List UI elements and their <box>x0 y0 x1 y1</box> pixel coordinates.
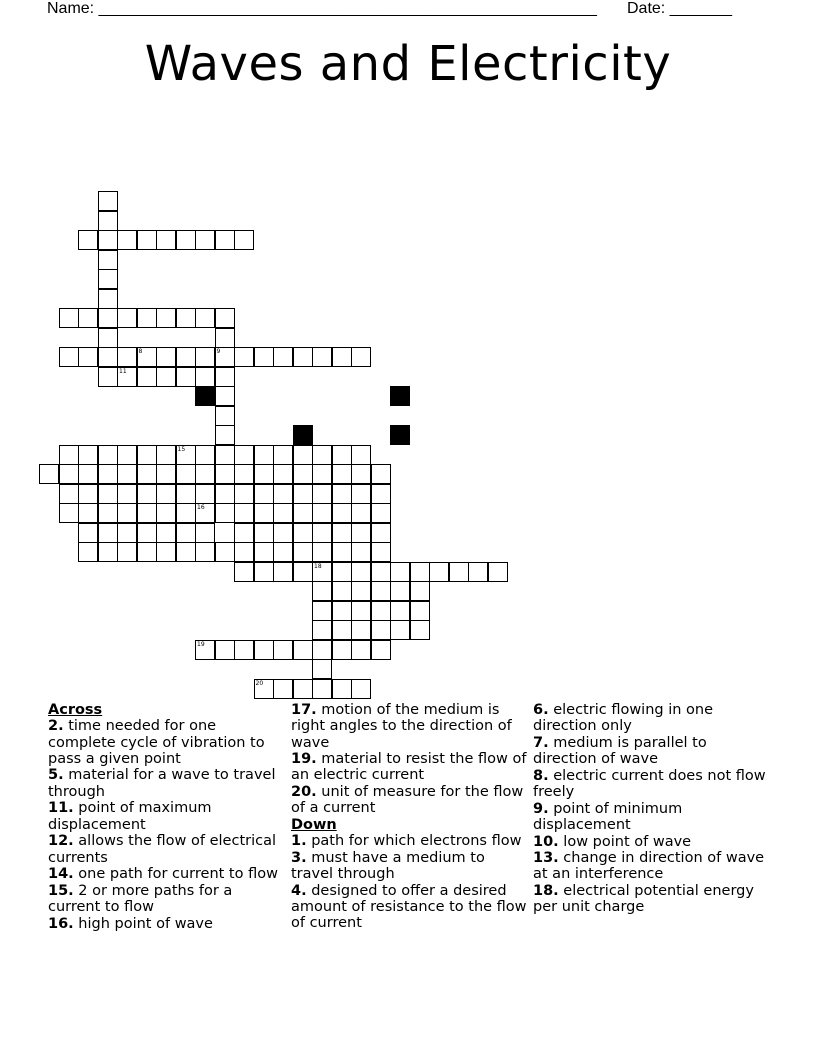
crossword-cell[interactable] <box>39 464 59 484</box>
crossword-cell[interactable] <box>195 503 215 523</box>
crossword-cell[interactable] <box>137 230 157 250</box>
clue-item <box>48 767 288 800</box>
clues-column-3 <box>533 702 773 916</box>
crossword-cell[interactable] <box>98 445 118 465</box>
crossword-cell[interactable] <box>254 464 274 484</box>
crossword-cell[interactable] <box>78 445 98 465</box>
crossword-cell[interactable] <box>273 347 293 367</box>
crossword-cell[interactable] <box>351 445 371 465</box>
crossword-cell[interactable] <box>351 581 371 601</box>
clue-item-text: point of maximum displacement <box>48 800 212 833</box>
crossword-cell[interactable] <box>234 523 254 543</box>
crossword-cell[interactable] <box>195 523 215 543</box>
crossword-cell[interactable] <box>117 523 137 543</box>
crossword-cell[interactable] <box>273 503 293 523</box>
clues-column-1 <box>48 702 288 932</box>
crossword-cell[interactable] <box>234 230 254 250</box>
clue-item-text: must have a medium to travel through <box>291 849 485 883</box>
crossword-cell[interactable] <box>332 601 352 621</box>
crossword-cell[interactable] <box>215 542 235 562</box>
crossword-cell[interactable] <box>254 640 274 660</box>
clue-item-number: 4. <box>291 882 307 899</box>
clue-item <box>48 718 288 767</box>
crossword-cell[interactable] <box>234 464 254 484</box>
crossword-cell[interactable] <box>176 523 196 543</box>
clue-item <box>533 834 773 850</box>
clue-item-number: 6. <box>533 702 549 718</box>
crossword-cell[interactable] <box>98 367 118 387</box>
crossword-cell[interactable] <box>371 484 391 504</box>
crossword-cell[interactable] <box>273 464 293 484</box>
crossword-cell[interactable] <box>312 347 332 367</box>
crossword-cell[interactable] <box>332 640 352 660</box>
clue-item-number: 15. <box>48 882 74 899</box>
clue-item-number: 20. <box>291 784 317 801</box>
crossword-cell[interactable] <box>137 445 157 465</box>
clue-item-text: unit of measure for the flow of a current <box>291 784 524 817</box>
crossword-cell[interactable] <box>137 308 157 328</box>
clue-item-text: material for a wave to travel through <box>48 767 276 800</box>
clue-item-number: 10. <box>533 833 559 850</box>
clue-item-number: 8. <box>533 767 549 784</box>
clue-item-number: 13. <box>533 850 559 867</box>
crossword-cell[interactable] <box>312 542 332 562</box>
clue-item-text: low point of wave <box>558 833 692 850</box>
crossword-cell[interactable] <box>137 347 157 367</box>
crossword-cell[interactable] <box>176 308 196 328</box>
crossword-cell[interactable] <box>312 562 332 582</box>
crossword-cell[interactable] <box>293 523 313 543</box>
clue-number: 9 <box>216 348 221 355</box>
clue-item-number: 19. <box>291 751 317 768</box>
clue-item-number: 17. <box>291 702 317 718</box>
crossword-cell[interactable] <box>351 679 371 699</box>
crossword-cell[interactable] <box>117 308 137 328</box>
crossword-cell[interactable] <box>98 347 118 367</box>
crossword-cell[interactable] <box>176 503 196 523</box>
crossword-cell[interactable] <box>78 464 98 484</box>
crossword-cell[interactable] <box>98 542 118 562</box>
clue-item <box>533 702 773 735</box>
crossword-cell[interactable] <box>78 308 98 328</box>
crossword-cell[interactable] <box>215 230 235 250</box>
clue-item <box>291 833 531 849</box>
crossword-cell[interactable] <box>195 367 215 387</box>
crossword-cell[interactable] <box>234 484 254 504</box>
clue-item-number: 14. <box>48 866 74 883</box>
crossword-cell[interactable] <box>156 445 176 465</box>
crossword-cell[interactable] <box>312 601 332 621</box>
clue-number: 16 <box>197 504 205 511</box>
crossword-cell[interactable] <box>156 542 176 562</box>
crossword-cell[interactable] <box>351 464 371 484</box>
crossword-cell[interactable] <box>293 679 313 699</box>
clue-item <box>291 850 531 883</box>
crossword-cell[interactable] <box>137 542 157 562</box>
crossword-cell[interactable] <box>78 523 98 543</box>
crossword-cell[interactable] <box>332 445 352 465</box>
crossword-cell[interactable] <box>293 445 313 465</box>
crossword-cell[interactable] <box>78 542 98 562</box>
crossword-black-square <box>195 386 215 406</box>
crossword-cell[interactable] <box>215 445 235 465</box>
clue-item <box>533 850 773 883</box>
clue-number: 20 <box>255 679 264 687</box>
crossword-cell[interactable] <box>195 464 215 484</box>
crossword-cell[interactable] <box>137 367 157 387</box>
crossword-cell[interactable] <box>156 308 176 328</box>
crossword-cell[interactable] <box>195 347 215 367</box>
crossword-cell[interactable] <box>156 230 176 250</box>
crossword-cell[interactable] <box>332 523 352 543</box>
crossword-cell[interactable] <box>176 484 196 504</box>
crossword-cell[interactable] <box>390 581 410 601</box>
clue-item-text: electric flowing in one direction only <box>533 702 714 735</box>
crossword-cell[interactable] <box>371 542 391 562</box>
crossword-cell[interactable] <box>156 347 176 367</box>
crossword-cell[interactable] <box>273 562 293 582</box>
crossword-cell[interactable] <box>312 523 332 543</box>
clue-item-number: 16. <box>48 915 74 932</box>
crossword-cell[interactable] <box>293 347 313 367</box>
clue-item-number: 12. <box>48 833 74 850</box>
crossword-cell[interactable] <box>371 464 391 484</box>
clue-item <box>48 833 288 866</box>
clue-item-text: one path for current to flow <box>73 866 278 883</box>
clue-item-text: electrical potential energy per unit charge <box>533 883 754 916</box>
crossword-cell[interactable] <box>254 347 274 367</box>
crossword-cell[interactable] <box>254 542 274 562</box>
crossword-cell[interactable] <box>332 464 352 484</box>
crossword-cell[interactable] <box>98 211 118 231</box>
crossword-black-square <box>293 425 313 445</box>
crossword-cell[interactable] <box>332 347 352 367</box>
crossword-cell[interactable] <box>390 620 410 640</box>
crossword-cell[interactable] <box>98 464 118 484</box>
crossword-cell[interactable] <box>371 562 391 582</box>
clue-item <box>533 768 773 801</box>
crossword-cell[interactable] <box>293 562 313 582</box>
clue-number: 19 <box>197 640 205 648</box>
crossword-cell[interactable] <box>312 581 332 601</box>
crossword-cell[interactable] <box>371 503 391 523</box>
crossword-cell[interactable] <box>156 464 176 484</box>
clue-item-text: material to resist the flow of an electric current <box>291 751 527 784</box>
clue-number: 15 <box>177 445 186 453</box>
across-heading: Across <box>48 702 103 718</box>
crossword-cell[interactable] <box>371 640 391 660</box>
crossword-cell[interactable] <box>176 367 196 387</box>
crossword-cell[interactable] <box>215 367 235 387</box>
crossword-cell[interactable] <box>117 445 137 465</box>
date-field-label: Date: _______ <box>627 0 732 17</box>
crossword-cell[interactable] <box>312 484 332 504</box>
crossword-cell[interactable] <box>117 542 137 562</box>
crossword-cell[interactable] <box>59 464 79 484</box>
crossword-cell[interactable] <box>254 503 274 523</box>
clues-column-2 <box>291 702 531 932</box>
clue-item-text: time needed for one complete cycle of vibration to pass a given point <box>48 718 265 767</box>
crossword-cell[interactable] <box>351 620 371 640</box>
crossword-cell[interactable] <box>137 484 157 504</box>
crossword-cell[interactable] <box>195 484 215 504</box>
crossword-cell[interactable] <box>78 503 98 523</box>
clue-item-text: point of minimum displacement <box>533 800 683 833</box>
crossword-cell[interactable] <box>195 640 215 660</box>
clue-item-text: path for which electrons flow <box>306 833 522 850</box>
down-heading: Down <box>291 816 337 833</box>
crossword-cell[interactable] <box>332 620 352 640</box>
crossword-cell[interactable] <box>273 542 293 562</box>
crossword-cell[interactable] <box>234 542 254 562</box>
clue-item <box>291 883 531 932</box>
clue-item-number: 5. <box>48 767 64 784</box>
crossword-cell[interactable] <box>117 484 137 504</box>
clue-item-text: high point of wave <box>73 915 213 932</box>
crossword-cell[interactable] <box>137 503 157 523</box>
clue-item <box>533 735 773 768</box>
crossword-cell[interactable] <box>117 347 137 367</box>
clue-item-text: designed to offer a desired amount of resistance to the flow of current <box>291 882 527 932</box>
crossword-cell[interactable] <box>78 484 98 504</box>
crossword-cell[interactable] <box>371 601 391 621</box>
clue-item-number: 3. <box>291 849 307 866</box>
crossword-cell[interactable] <box>234 347 254 367</box>
crossword-cell[interactable] <box>98 269 118 289</box>
crossword-cell[interactable] <box>254 484 274 504</box>
crossword-cell[interactable] <box>293 464 313 484</box>
crossword-cell[interactable] <box>215 640 235 660</box>
crossword-cell[interactable] <box>78 230 98 250</box>
crossword-cell[interactable] <box>215 425 235 445</box>
crossword-cell[interactable] <box>234 445 254 465</box>
crossword-cell[interactable] <box>215 308 235 328</box>
crossword-cell[interactable] <box>273 523 293 543</box>
crossword-cell[interactable] <box>59 484 79 504</box>
crossword-cell[interactable] <box>332 484 352 504</box>
clue-item <box>48 916 288 932</box>
crossword-black-square <box>390 386 410 406</box>
crossword-cell[interactable] <box>332 581 352 601</box>
clue-item-text: medium is parallel to direction of wave <box>533 734 707 768</box>
name-field-label: Name: ________________________________________________________ <box>47 0 597 17</box>
crossword-cell[interactable] <box>176 542 196 562</box>
clue-item <box>291 784 531 817</box>
crossword-cell[interactable] <box>254 679 274 699</box>
crossword-cell[interactable] <box>137 464 157 484</box>
crossword-cell[interactable] <box>156 503 176 523</box>
crossword-cell[interactable] <box>176 230 196 250</box>
crossword-cell[interactable] <box>98 289 118 309</box>
clue-item-text: electric current does not flow freely <box>533 767 766 801</box>
crossword-cell[interactable] <box>332 503 352 523</box>
crossword-cell[interactable] <box>156 367 176 387</box>
clue-item <box>291 751 531 784</box>
crossword-cell[interactable] <box>312 445 332 465</box>
crossword-cell[interactable] <box>351 484 371 504</box>
clue-item <box>533 883 773 916</box>
crossword-cell[interactable] <box>98 328 118 348</box>
crossword-cell[interactable] <box>59 347 79 367</box>
clue-item-text: allows the flow of electrical currents <box>48 833 277 866</box>
clue-number: 11 <box>119 367 127 375</box>
crossword-cell[interactable] <box>195 445 215 465</box>
crossword-cell[interactable] <box>176 464 196 484</box>
crossword-cell[interactable] <box>449 562 469 582</box>
crossword-cell[interactable] <box>254 445 274 465</box>
crossword-cell[interactable] <box>390 562 410 582</box>
crossword-cell[interactable] <box>98 503 118 523</box>
clue-item-text: change in direction of wave at an interference <box>533 850 765 883</box>
crossword-cell[interactable] <box>390 601 410 621</box>
crossword-cell[interactable] <box>215 503 235 523</box>
crossword-cell[interactable] <box>468 562 488 582</box>
crossword-cell[interactable] <box>351 523 371 543</box>
crossword-cell[interactable] <box>351 542 371 562</box>
clue-item <box>533 801 773 834</box>
crossword-cell[interactable] <box>273 679 293 699</box>
crossword-cell[interactable] <box>78 347 98 367</box>
crossword-cell[interactable] <box>312 659 332 679</box>
crossword-cell[interactable] <box>98 230 118 250</box>
crossword-cell[interactable] <box>195 230 215 250</box>
crossword-cell[interactable] <box>273 484 293 504</box>
clue-item <box>48 866 288 882</box>
crossword-cell[interactable] <box>137 523 157 543</box>
crossword-cell[interactable] <box>156 523 176 543</box>
crossword-cell[interactable] <box>312 464 332 484</box>
crossword-cell[interactable] <box>234 640 254 660</box>
crossword-cell[interactable] <box>312 503 332 523</box>
crossword-cell[interactable] <box>195 542 215 562</box>
crossword-cell[interactable] <box>293 484 313 504</box>
crossword-cell[interactable] <box>332 679 352 699</box>
crossword-cell[interactable] <box>312 679 332 699</box>
crossword-cell[interactable] <box>410 581 430 601</box>
crossword-cell[interactable] <box>273 640 293 660</box>
crossword-cell[interactable] <box>176 445 196 465</box>
crossword-cell[interactable] <box>215 386 235 406</box>
crossword-cell[interactable] <box>332 542 352 562</box>
crossword-cell[interactable] <box>410 620 430 640</box>
crossword-cell[interactable] <box>234 562 254 582</box>
crossword-cell[interactable] <box>351 601 371 621</box>
crossword-cell[interactable] <box>293 542 313 562</box>
crossword-cell[interactable] <box>98 250 118 270</box>
clue-item-number: 1. <box>291 833 307 850</box>
clue-item-number: 9. <box>533 800 549 817</box>
crossword-cell[interactable] <box>117 503 137 523</box>
crossword-cell[interactable] <box>117 230 137 250</box>
crossword-cell[interactable] <box>98 191 118 211</box>
crossword-cell[interactable] <box>59 503 79 523</box>
clue-item-text: motion of the medium is right angles to the direction of wave <box>291 702 512 751</box>
clue-number: 18 <box>314 562 322 570</box>
crossword-cell[interactable] <box>410 601 430 621</box>
crossword-cell[interactable] <box>488 562 508 582</box>
clue-item-text: 2 or more paths for a current to flow <box>48 882 233 916</box>
crossword-cell[interactable] <box>351 640 371 660</box>
clue-item-number: 11. <box>48 800 74 817</box>
crossword-cell[interactable] <box>215 484 235 504</box>
crossword-cell[interactable] <box>273 445 293 465</box>
crossword-cell[interactable] <box>98 523 118 543</box>
crossword-cell[interactable] <box>176 347 196 367</box>
crossword-cell[interactable] <box>98 308 118 328</box>
crossword-cell[interactable] <box>215 406 235 426</box>
crossword-cell[interactable] <box>254 562 274 582</box>
crossword-cell[interactable] <box>156 484 176 504</box>
crossword-cell[interactable] <box>117 367 137 387</box>
crossword-black-square <box>390 425 410 445</box>
crossword-cell[interactable] <box>215 347 235 367</box>
clue-item-number: 7. <box>533 734 549 751</box>
crossword-cell[interactable] <box>332 562 352 582</box>
crossword-cell[interactable] <box>312 620 332 640</box>
crossword-cell[interactable] <box>371 581 391 601</box>
clue-item <box>291 702 531 751</box>
crossword-cell[interactable] <box>195 308 215 328</box>
crossword-cell[interactable] <box>59 445 79 465</box>
crossword-cell[interactable] <box>293 640 313 660</box>
crossword-cell[interactable] <box>98 484 118 504</box>
crossword-cell[interactable] <box>351 347 371 367</box>
crossword-cell[interactable] <box>371 620 391 640</box>
crossword-cell[interactable] <box>312 640 332 660</box>
crossword-cell[interactable] <box>351 562 371 582</box>
clue-item <box>48 800 288 833</box>
crossword-cell[interactable] <box>293 503 313 523</box>
crossword-cell[interactable] <box>59 308 79 328</box>
clue-item-number: 18. <box>533 883 559 900</box>
puzzle-title: Waves and Electricity <box>144 36 672 92</box>
crossword-cell[interactable] <box>410 562 430 582</box>
crossword-cell[interactable] <box>351 503 371 523</box>
crossword-cell[interactable] <box>371 523 391 543</box>
clue-number: 8 <box>138 348 143 355</box>
clue-item-number: 2. <box>48 718 64 735</box>
crossword-cell[interactable] <box>234 503 254 523</box>
crossword-cell[interactable] <box>215 464 235 484</box>
crossword-cell[interactable] <box>429 562 449 582</box>
clue-item <box>48 883 288 916</box>
crossword-cell[interactable] <box>117 464 137 484</box>
crossword-cell[interactable] <box>254 523 274 543</box>
crossword-cell[interactable] <box>215 328 235 348</box>
